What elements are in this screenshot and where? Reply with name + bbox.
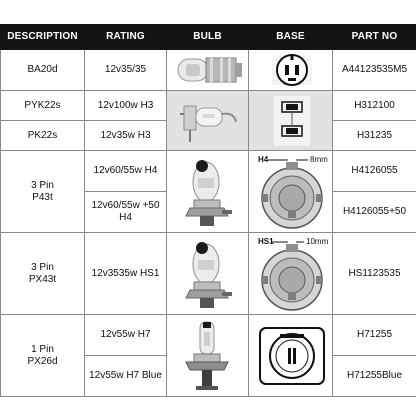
description-cell [1,233,85,315]
description-cell: BA20d [1,50,85,91]
part-no-cell: H31235 [333,121,416,151]
hs1-dim-label: 10mm [306,236,329,246]
table-row-pyk22s [1,91,416,121]
rating-cell: 12v100w H3 [85,91,167,121]
base-image-cell [249,233,333,315]
rating-cell: 12v55w H7 Blue [85,356,167,397]
part-no-cell: H312100 [333,91,416,121]
description-cell [1,151,85,233]
description-cell: PK22s [1,121,85,151]
px26d-base-diagram [252,316,332,396]
header-description: DESCRIPTION [1,25,85,50]
header-row [1,25,416,50]
rating-cell: 12v35w H3 [85,121,167,151]
description-line2: P43t [32,191,53,203]
description-line2: PX43t [28,273,57,285]
base-image-cell [249,50,333,91]
table-row-px43t [1,233,416,315]
bulb-image-cell [167,91,249,151]
rating-cell: 12v3535w HS1 [85,233,167,315]
base-image-cell [249,91,333,151]
rating-cell: 12v60/55w +50 H4 [85,192,167,233]
h4-bulb-image [170,152,250,232]
bulb-image-cell [167,151,249,233]
description-line1: 3 Pin [31,261,54,273]
rating-cell: 12v60/55w H4 [85,151,167,192]
description-cell: PYK22s [1,91,85,121]
h4-type-label: H4 [258,154,269,164]
hs1-type-label: HS1 [258,236,274,246]
header-bulb: BULB [167,25,249,50]
bulb-image-cell [167,233,249,315]
description-line1: 3 Pin [31,179,54,191]
header-base: BASE [249,25,333,50]
header-part-no: PART NO [333,25,416,50]
part-no-cell: H71255 [333,315,416,356]
description-line1: 1 Pin [31,343,54,355]
base-image-cell [249,151,333,233]
table-row-p43t-a [1,151,416,192]
rating-cell: 12v35/35 [85,50,167,91]
h4-base-diagram [252,152,332,232]
description-cell [1,315,85,397]
description-line2: PX26d [27,355,58,367]
h4-dim-label: 8mm [310,154,328,164]
hs1-base-diagram [252,234,332,314]
header-rating: RATING [85,25,167,50]
bulb-image-cell [167,315,249,397]
part-no-cell: H4126055 [333,151,416,192]
rating-cell: 12v55w H7 [85,315,167,356]
h3-bulb-image [170,92,250,150]
hs1-bulb-image [170,234,250,314]
bulb-image-cell [167,50,249,91]
part-no-cell: H71255Blue [333,356,416,397]
ba20d-base-diagram [252,51,332,89]
ba20d-bulb-image [170,51,250,89]
bulb-spec-table [0,24,416,397]
h7-bulb-image [170,316,250,396]
part-no-cell: HS1123535 [333,233,416,315]
table-row-px26d-a [1,315,416,356]
part-no-cell: A44123535M5 [333,50,416,91]
pk22s-base-diagram [252,92,332,150]
base-image-cell [249,315,333,397]
spec-table-wrapper [0,24,416,397]
part-no-cell: H4126055+50 [333,192,416,233]
table-row-ba20d [1,50,416,91]
